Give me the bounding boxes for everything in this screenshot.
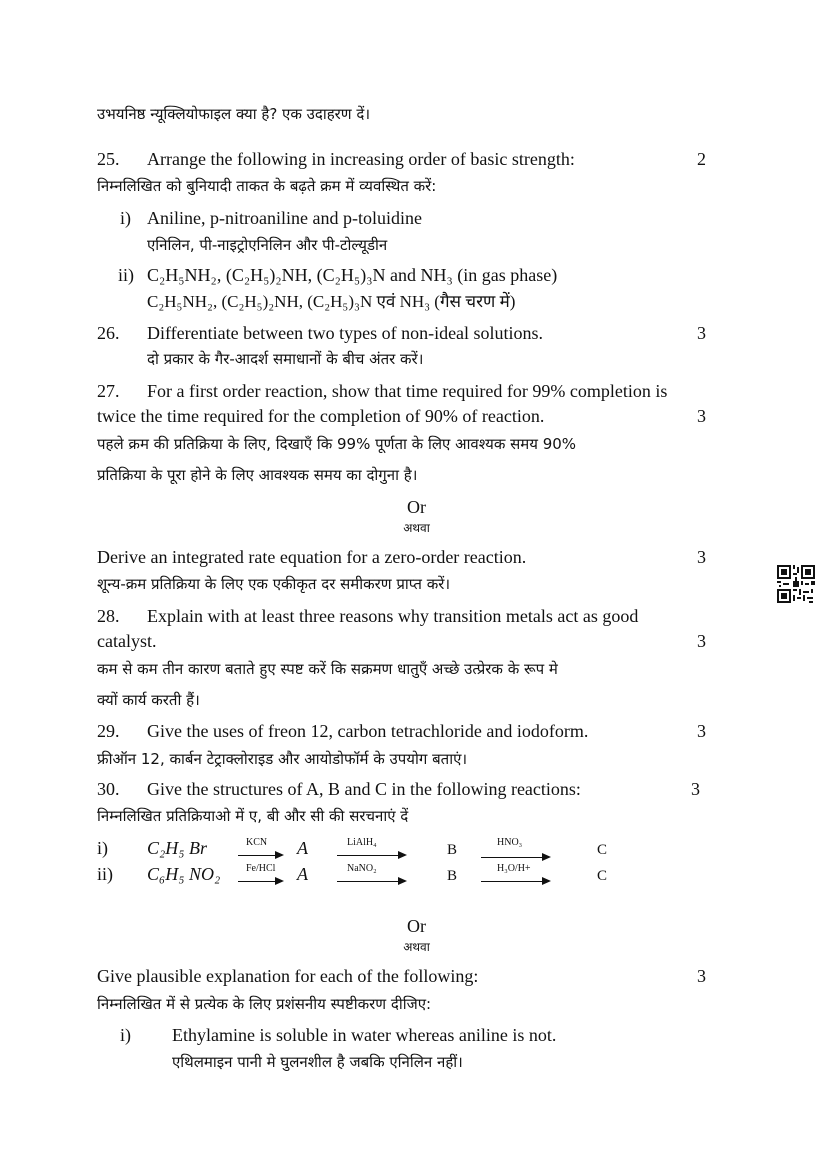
q28-marks: 3	[697, 631, 706, 651]
reaction-i-reactant: C₂H₅ Br	[147, 838, 208, 858]
q25-part-ii-hindi: C₂H₅NH₂, (C₂H₅)₂NH, (C₂H₅)₃N एवं NH₃ (गैस चरण में)	[147, 292, 516, 311]
reaction-ii-reagent3: H₃O/H+	[497, 863, 531, 874]
q27-text-line1: For a first order reaction, show that time required for 99% completion is	[147, 381, 668, 401]
reaction-i-product-c: C	[597, 842, 608, 858]
q25-part-i-hindi: एनिलिन, पी-नाइट्रोएनिलिन और पी-टोल्यूडीन	[147, 236, 388, 254]
q30-alt-part-i-hindi: एथिलमाइन पानी मे घुलनशील है जबकि एनिलिन नहीं।	[172, 1053, 463, 1071]
q25-marks: 2	[697, 149, 706, 169]
q25-part-ii-label: ii)	[118, 265, 134, 285]
q28-text-line1: Explain with at least three reasons why transition metals act as good	[147, 606, 639, 626]
q28-hindi-line1: कम से कम तीन कारण बताते हुए स्पष्ट करें कि सक्रमण धातुएँ अच्छे उत्प्रेरक के रूप मे	[97, 660, 558, 678]
q28-text-line2: catalyst.	[97, 631, 157, 651]
q29-marks: 3	[697, 721, 706, 741]
reaction-ii-reagent2: NaNO₂	[347, 863, 377, 874]
q30-number: 30.	[97, 779, 120, 799]
q27-or-label: Or	[407, 497, 426, 517]
reaction-i-arrow1	[238, 855, 282, 856]
reaction-ii-product-b: B	[447, 868, 458, 884]
intro-hindi: उभयनिष्ठ न्यूक्लियोफाइल क्या है? एक उदाहरण दें।	[97, 105, 371, 123]
q28-number: 28.	[97, 606, 120, 626]
reaction-i-reagent1: KCN	[246, 837, 268, 848]
q27-text-line2: twice the time required for the completion of 90% of reaction.	[97, 406, 545, 426]
q27-number: 27.	[97, 381, 120, 401]
q26-number: 26.	[97, 323, 120, 343]
reaction-ii-arrow1	[238, 881, 282, 882]
q30-text: Give the structures of A, B and C in the following reactions:	[147, 779, 581, 799]
q30-marks: 3	[691, 779, 700, 799]
reaction-ii-label: ii)	[97, 864, 113, 884]
reaction-ii-product-a: A	[297, 864, 308, 884]
q25-hindi: निम्नलिखित को बुनियादी ताकत के बढ़ते क्रम में व्यवस्थित करें:	[97, 177, 437, 195]
reaction-i-arrow2	[337, 855, 405, 856]
q25-part-i-label: i)	[120, 208, 131, 228]
q27-hindi-line2: प्रतिक्रिया के पूरा होने के लिए आवश्यक समय का दोगुना है।	[97, 466, 418, 484]
q29-text: Give the uses of freon 12, carbon tetrachloride and iodoform.	[147, 721, 589, 741]
q29-number: 29.	[97, 721, 120, 741]
reaction-i-reagent2: LiAlH₄	[347, 837, 377, 848]
q30-alt-text: Give plausible explanation for each of the following:	[97, 966, 479, 986]
reaction-i-product-a: A	[297, 838, 308, 858]
q27-alt-hindi: शून्य-क्रम प्रतिक्रिया के लिए एक एकीकृत दर समीकरण प्राप्त करें।	[97, 575, 451, 593]
q28-hindi-line2: क्यों कार्य करती हैं।	[97, 691, 200, 709]
q25-text: Arrange the following in increasing order of basic strength:	[147, 149, 575, 169]
reaction-ii-product-c: C	[597, 868, 608, 884]
q27-alt-text: Derive an integrated rate equation for a zero-order reaction.	[97, 547, 527, 567]
reaction-i-label: i)	[97, 838, 108, 858]
reaction-ii-reactant: C₆H₅ NO₂	[147, 864, 221, 884]
q30-or-label: Or	[407, 916, 426, 936]
q30-alt-hindi: निम्नलिखित में से प्रत्येक के लिए प्रशंसनीय स्पष्टीकरण दीजिए:	[97, 995, 432, 1013]
reaction-i-arrow3	[481, 857, 549, 858]
reaction-ii-arrow2	[337, 881, 405, 882]
q25-part-ii-text: C₂H₅NH₂, (C₂H₅)₂NH, (C₂H₅)₃N and NH₃ (in gas phase)	[147, 265, 558, 285]
q27-marks: 3	[697, 406, 706, 426]
qr-code-icon	[777, 565, 815, 603]
q27-alt-marks: 3	[697, 547, 706, 567]
q30-alt-part-i-label: i)	[120, 1025, 131, 1045]
q26-marks: 3	[697, 323, 706, 343]
q27-or-hindi: अथवा	[403, 521, 430, 535]
q30-hindi: निम्नलिखित प्रतिक्रियाओ में ए, बी और सी की सरचनाएं दें	[97, 807, 409, 825]
reaction-ii-reagent1: Fe/HCl	[246, 863, 276, 874]
q25-part-i-text: Aniline, p-nitroaniline and p-toluidine	[147, 208, 422, 228]
q30-alt-part-i-text: Ethylamine is soluble in water whereas aniline is not.	[172, 1025, 557, 1045]
reaction-ii-arrow3	[481, 881, 549, 882]
q27-hindi-line1: पहले क्रम की प्रतिक्रिया के लिए, दिखाएँ कि 99% पूर्णता के लिए आवश्यक समय 90%	[97, 435, 577, 453]
q30-alt-marks: 3	[697, 966, 706, 986]
reaction-i-reagent3: HNO₃	[497, 837, 523, 848]
q29-hindi: फ्रीऑन 12, कार्बन टेट्राक्लोराइड और आयोडोफॉर्म के उपयोग बताएं।	[97, 750, 468, 768]
q26-hindi: दो प्रकार के गैर-आदर्श समाधानों के बीच अंतर करें।	[147, 350, 424, 368]
reaction-i-product-b: B	[447, 842, 458, 858]
q30-or-hindi: अथवा	[403, 940, 430, 954]
q25-number: 25.	[97, 149, 120, 169]
q26-text: Differentiate between two types of non-ideal solutions.	[147, 323, 544, 343]
